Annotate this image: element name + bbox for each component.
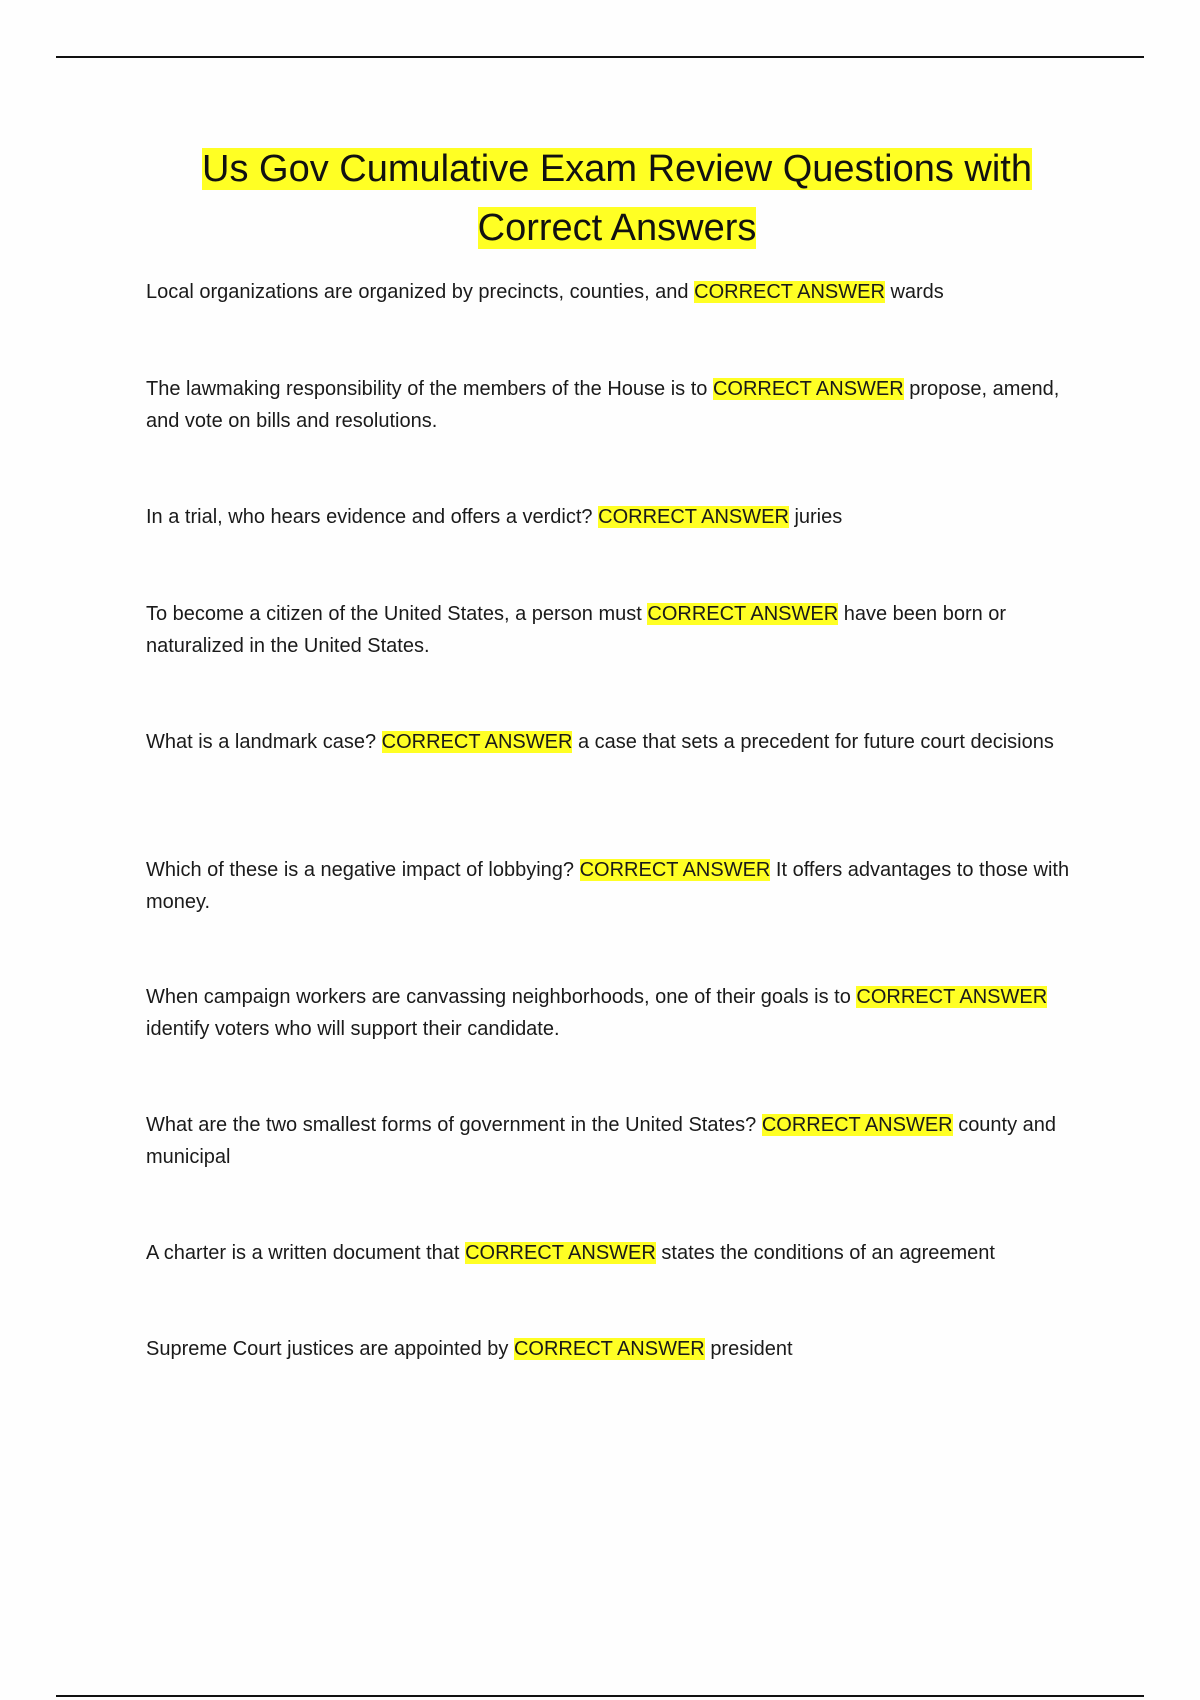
question-text: Supreme Court justices are appointed by: [146, 1338, 509, 1360]
correct-answer-tag: CORRECT ANSWER: [598, 506, 789, 528]
question-text: In a trial, who hears evidence and offers a verdict?: [146, 506, 593, 528]
correct-answer-tag: CORRECT ANSWER: [712, 378, 904, 400]
correct-answer-tag: CORRECT ANSWER: [465, 1242, 656, 1264]
question-text: A charter is a written document that: [146, 1242, 460, 1264]
answer-text: wards: [890, 281, 944, 303]
answer-text: identify voters who will support their candidate.: [146, 1018, 560, 1040]
question-text: What is a landmark case?: [146, 731, 377, 753]
qa-item-4: [146, 598, 1088, 662]
qa-item-1: [146, 276, 1088, 308]
correct-answer-tag: CORRECT ANSWER: [856, 986, 1048, 1008]
answer-text: county and municipal: [146, 1114, 1057, 1168]
answer-text: juries: [794, 506, 843, 528]
answer-text: a case that sets a precedent for future court decisions: [578, 731, 1054, 753]
bottom-rule: [56, 1695, 1144, 1697]
question-text: The lawmaking responsibility of the members of the House is to: [146, 378, 708, 400]
correct-answer-tag: CORRECT ANSWER: [694, 281, 885, 303]
question-text: Which of these is a negative impact of lobbying?: [146, 859, 575, 881]
qa-item-9: [146, 1237, 1088, 1269]
qa-item-5: [146, 726, 1088, 758]
document-title: [146, 140, 1088, 258]
answer-text: states the conditions of an agreement: [661, 1242, 995, 1264]
correct-answer-tag: CORRECT ANSWER: [579, 859, 771, 881]
qa-item-2: [146, 373, 1088, 437]
question-text: To become a citizen of the United States, a person must: [146, 603, 642, 625]
qa-item-8: [146, 1109, 1088, 1173]
answer-text: president: [710, 1338, 793, 1360]
question-text: When campaign workers are canvassing neighborhoods, one of their goals is to: [146, 986, 851, 1008]
question-text: What are the two smallest forms of government in the United States?: [146, 1114, 757, 1136]
qa-item-7: [146, 981, 1088, 1045]
qa-item-3: [146, 501, 1088, 533]
answer-text: have been born or naturalized in the United States.: [146, 603, 1007, 657]
correct-answer-tag: CORRECT ANSWER: [513, 1338, 705, 1360]
correct-answer-tag: CORRECT ANSWER: [647, 603, 839, 625]
question-text: Local organizations are organized by precincts, counties, and: [146, 281, 689, 303]
answer-text: propose, amend, and vote on bills and resolutions.: [146, 378, 1060, 432]
correct-answer-tag: CORRECT ANSWER: [761, 1114, 953, 1136]
qa-item-6: [146, 854, 1088, 918]
title-highlight: Us Gov Cumulative Exam Review Questions with Correct Answers: [202, 148, 1032, 249]
correct-answer-tag: CORRECT ANSWER: [381, 731, 573, 753]
qa-item-10: [146, 1333, 1088, 1365]
answer-text: It offers advantages to those with money.: [146, 859, 1070, 913]
top-rule: [56, 56, 1144, 58]
